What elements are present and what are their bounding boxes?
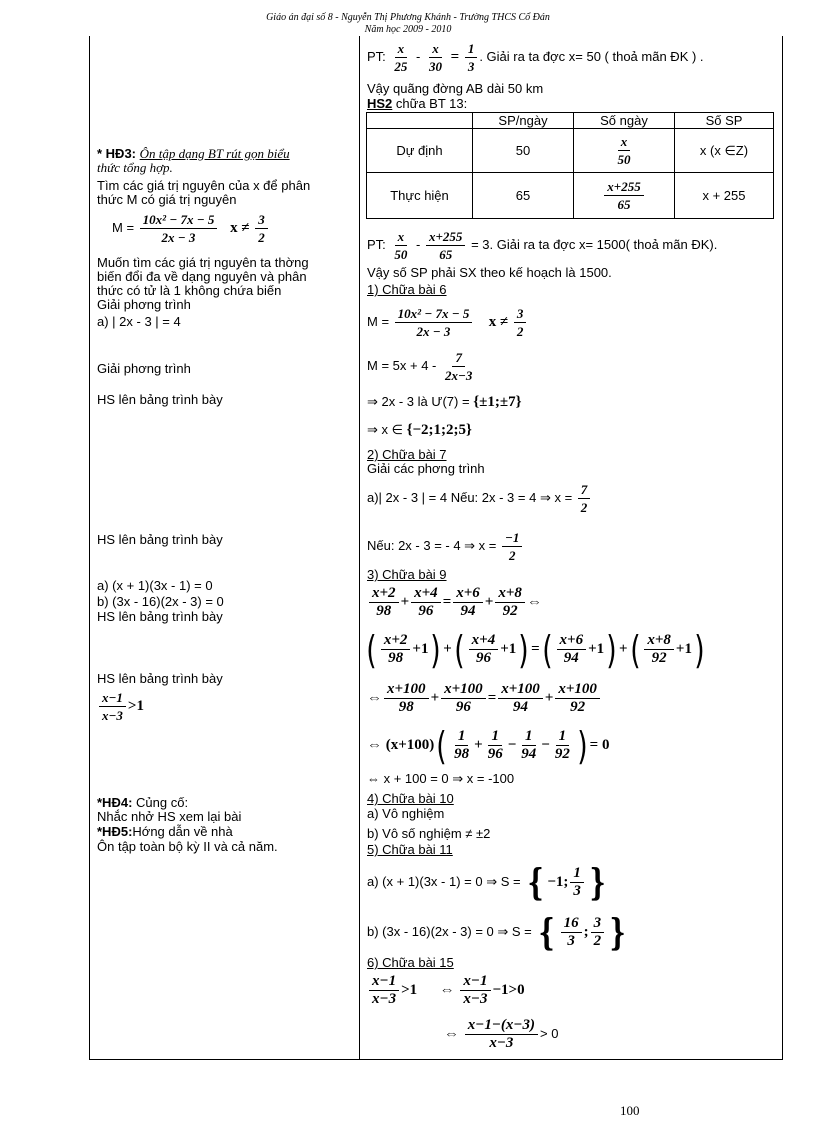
pt2-label: PT: xyxy=(367,237,386,252)
exercise-13-table xyxy=(366,112,774,219)
hs2-rest: chữa BT 13: xyxy=(392,96,468,111)
b6-title: 1) Chữa bài 6 xyxy=(367,282,447,297)
hs2-label: HS2 xyxy=(367,96,393,111)
solve-heading-1: Giải phơng trình xyxy=(97,297,191,312)
b10-b: b) Vô số nghiệm ≠ ±2 xyxy=(367,826,491,841)
b11-b-f1-num: 16 xyxy=(561,915,582,933)
b9-frac-num: 1 xyxy=(522,728,536,746)
b9-frac-num: 1 xyxy=(455,728,469,746)
hs-board-1: HS lên bảng trình bày xyxy=(97,392,223,407)
b9-frac-num: x+8 xyxy=(495,585,525,603)
b9-frac-num: x+2 xyxy=(381,632,411,650)
b6-cond: x ≠ xyxy=(488,314,509,330)
b9-frac-den: 96 xyxy=(487,746,503,763)
pt2-equation xyxy=(367,226,717,264)
m-label: M = xyxy=(112,220,135,235)
b11-a-den: 3 xyxy=(573,883,581,900)
table-cell xyxy=(574,173,675,219)
b9-frac-num: x+4 xyxy=(469,632,499,650)
b6-m2-label: M = 5x + 4 - xyxy=(367,358,437,373)
conclusion-2: Vậy số SP phải SX theo kế hoạch là 1500. xyxy=(367,265,612,280)
column-divider xyxy=(359,36,360,1060)
table-frac-num: x xyxy=(618,133,631,151)
table-row xyxy=(367,129,774,173)
ineq-den: x−3 xyxy=(102,708,123,724)
b7-subtitle: Giải các phơng trình xyxy=(367,461,485,476)
b9-frac-den: 92 xyxy=(570,699,586,716)
b9-l4-pre: ⇔ (x+100) xyxy=(367,737,435,753)
b15-l2-rhs: > 0 xyxy=(540,1026,559,1041)
page-number: 100 xyxy=(620,1103,640,1118)
b11-a: a) (x + 1)(3x - 1) = 0 ⇒ S = { −1; $\frac{1}{3}$ } xyxy=(367,861,606,904)
b9-frac-num: x+100 xyxy=(498,681,543,699)
inequality-left xyxy=(97,688,144,724)
hd3-title: * HĐ3: xyxy=(97,146,137,161)
pt1-f3-den: 3 xyxy=(467,59,475,75)
m-numerator: 10x² − 7x − 5 xyxy=(140,211,218,229)
hs2-heading xyxy=(367,97,467,111)
b7-b-den: 2 xyxy=(508,548,516,564)
b9-frac-den: 94 xyxy=(460,603,476,620)
b11-a-text: a) (x + 1)(3x - 1) = 0 ⇒ S = xyxy=(367,874,521,889)
table-header-cell: SP/ngày xyxy=(473,113,574,129)
equation-a: a) | 2x - 3 | = 4 xyxy=(97,314,181,329)
b6-cond-den: 2 xyxy=(516,324,524,340)
m-cond-den: 2 xyxy=(258,230,265,246)
b9-line-2: ( $\frac{x+2}{98}$ +1) +( $\frac{x+4}{96}$ +1) =( $\frac{x+6}{94}$ +1) +( $\frac{x+8}{92}$ +1) xyxy=(366,627,705,672)
table-cell: 50 xyxy=(473,129,574,173)
b11-b-f1-den: 3 xyxy=(567,933,575,950)
hd5-heading xyxy=(97,825,233,839)
page-header xyxy=(0,12,816,36)
b9-frac-den: 98 xyxy=(398,699,414,716)
hd4-heading xyxy=(97,796,188,810)
pt1-f1-num: x xyxy=(395,40,408,58)
b6-m-rewrite xyxy=(367,348,477,384)
b9-line-1: $\frac{x+2}{98}$ + $\frac{x+4}{96}$ = $\frac{x+6}{94}$ + $\frac{x+8}{92}$ ⇔ xyxy=(367,582,542,622)
b7-b-text: Nếu: 2x - 3 = - 4 ⇒ x = xyxy=(367,538,497,553)
b6-l4-text: ⇒ x ∈ xyxy=(367,422,403,437)
table-cell: 65 xyxy=(473,173,574,219)
b15-l1-den2: x−3 xyxy=(463,991,488,1008)
b6-l4-set: −2;1;2;5 xyxy=(412,422,467,438)
hd5-title: *HĐ5: xyxy=(97,824,133,839)
pt1-minus: - xyxy=(416,49,421,64)
hd5-line: Ôn tập toàn bộ kỳ II và cả năm. xyxy=(97,839,278,854)
table-cell: x (x ∈Z) xyxy=(675,129,774,173)
b11-b: b) (3x - 16)(2x - 3) = 0 ⇒ S = { $\frac{16}{3}$ ; $\frac{3}{2}$ } xyxy=(367,911,626,954)
b11-b-f2-den: 2 xyxy=(593,933,602,950)
pt1-f1-den: 25 xyxy=(394,59,408,75)
b9-frac-num: x+100 xyxy=(384,681,429,699)
equation-b2: b) (3x - 16)(2x - 3) = 0 xyxy=(97,594,224,609)
pt1-rest: . Giải ra ta đợc x= 50 ( thoả mãn ĐK ) . xyxy=(479,49,704,64)
pt1-f3-num: 1 xyxy=(465,40,478,58)
table-cell: Dự định xyxy=(367,129,473,173)
b6-m-label: M = xyxy=(367,314,390,329)
b7-a-den: 2 xyxy=(580,500,588,516)
hd4-desc: Củng cố: xyxy=(136,795,189,810)
table-frac-num: x+255 xyxy=(604,178,643,196)
hd3-desc-2: thức tổng hợp. xyxy=(97,160,173,175)
find-line-2: thức M có giá trị nguyên xyxy=(97,192,237,207)
b6-solutions: ⇒ x ∈ {−2;1;2;5} xyxy=(367,422,472,438)
table-header-row xyxy=(367,113,774,129)
muon-line-1: Muốn tìm các giá trị nguyên ta thờng xyxy=(97,255,309,270)
b9-frac-den: 94 xyxy=(513,699,529,716)
b9-frac-den: 92 xyxy=(554,746,570,763)
b6-den: 2x − 3 xyxy=(416,324,451,340)
find-line-1: Tìm các giá trị nguyên của x để phân xyxy=(97,178,311,193)
pt2-f1-num: x xyxy=(395,228,408,246)
b11-a-set-pre: −1; xyxy=(547,874,569,890)
b15-l1-num: x−1 xyxy=(369,973,399,991)
b6-m-def xyxy=(367,302,528,342)
pt2-minus: - xyxy=(416,237,421,252)
b15-l2-eq: ⇔ xyxy=(444,1026,459,1042)
b7-title: 2) Chữa bài 7 xyxy=(367,447,447,462)
b11-a-num: 1 xyxy=(570,865,584,883)
b9-frac-num: x+100 xyxy=(441,681,486,699)
hd3-heading xyxy=(97,147,290,161)
table-header-cell: Số SP xyxy=(675,113,774,129)
b9-line-4: ⇔ (x+100)( $\frac{1}{98}$ + $\frac{1}{96}$ − $\frac{1}{94}$ − $\frac{1}{92}$ ) = 0 xyxy=(367,723,610,768)
b9-frac-den: 98 xyxy=(388,650,404,667)
hs-board-2: HS lên bảng trình bày xyxy=(97,532,223,547)
b15-l2-num: x−1−(x−3) xyxy=(465,1017,538,1035)
b9-frac-num: 1 xyxy=(556,728,570,746)
b9-frac-num: x+8 xyxy=(644,632,674,650)
b9-frac-num: x+6 xyxy=(557,632,587,650)
b15-line-1 xyxy=(367,970,525,1010)
table-frac-den: 50 xyxy=(617,152,631,167)
header-line-1: Giáo án đại số 8 - Nguyễn Thị Phương Khánh - Trường THCS Cổ Đán xyxy=(266,12,550,23)
b10-a: a) Vô nghiệm xyxy=(367,806,445,821)
hd4-title: *HĐ4: xyxy=(97,795,133,810)
b9-l4-post: = 0 xyxy=(589,737,610,753)
pt1-equation xyxy=(367,38,704,76)
b9-title: 3) Chữa bài 9 xyxy=(367,567,447,582)
b6-m2-num: 7 xyxy=(452,349,465,367)
b15-l1-num2: x−1 xyxy=(460,973,490,991)
pt1-label: PT: xyxy=(367,49,386,64)
table-row xyxy=(367,173,774,219)
muon-line-2: biến đổi đa về dạng nguyên và phân xyxy=(97,269,307,284)
b15-line-2 xyxy=(444,1014,558,1054)
m-denominator: 2x − 3 xyxy=(161,230,196,246)
hs-board-4: HS lên bảng trình bày xyxy=(97,671,223,686)
b7-b-num: −1 xyxy=(502,529,522,547)
hd4-line: Nhắc nhở HS xem lại bài xyxy=(97,809,242,824)
b10-title: 4) Chữa bài 10 xyxy=(367,791,454,806)
m-definition xyxy=(112,210,270,246)
b9-frac-num: x+2 xyxy=(369,585,399,603)
ineq-num: x−1 xyxy=(99,689,126,707)
b6-divisors: ⇒ 2x - 3 là Ư(7) = {±1;±7} xyxy=(367,394,522,410)
equation-a2: a) (x + 1)(3x - 1) = 0 xyxy=(97,578,213,593)
hs-board-3: HS lên bảng trình bày xyxy=(97,609,223,624)
table-header-cell: Số ngày xyxy=(574,113,675,129)
conclusion-1: Vậy quãng đờng AB dài 50 km xyxy=(367,81,544,96)
pt2-f1-den: 50 xyxy=(394,247,408,263)
b15-l1-eq: ⇔ xyxy=(439,982,455,998)
b6-l3-text: ⇒ 2x - 3 là Ư(7) = xyxy=(367,394,470,409)
b6-cond-num: 3 xyxy=(514,305,527,323)
pt1-f2-den: 30 xyxy=(429,59,443,75)
b9-frac-den: 92 xyxy=(651,650,667,667)
b9-frac-den: 96 xyxy=(418,603,434,620)
pt2-rest: = 3. Giải ra ta đợc x= 1500( thoả mãn ĐK). xyxy=(471,237,718,252)
b9-frac-den: 98 xyxy=(454,746,470,763)
pt1-f2-num: x xyxy=(429,40,442,58)
b7-case-b xyxy=(367,526,524,566)
b9-frac-num: x+100 xyxy=(555,681,600,699)
table-cell: Thực hiện xyxy=(367,173,473,219)
b9-frac-den: 92 xyxy=(502,603,518,620)
solve-heading-2: Giải phơng trình xyxy=(97,361,191,376)
m-condition: x ≠ xyxy=(230,220,250,236)
b15-l1-den: x−3 xyxy=(372,991,397,1008)
b7-a-text: a)| 2x - 3 | = 4 Nếu: 2x - 3 = 4 ⇒ x = xyxy=(367,490,573,505)
b9-line-5: ⇔ x + 100 = 0 ⇒ x = -100 xyxy=(367,771,515,786)
b6-m2-den: 2x−3 xyxy=(445,368,473,384)
b15-l1-rhs2: −1>0 xyxy=(492,982,525,998)
hd5-desc: Hớng dẫn về nhà xyxy=(132,824,233,839)
b9-frac-num: 1 xyxy=(488,728,502,746)
b15-title: 6) Chữa bài 15 xyxy=(367,955,454,970)
b15-l2-den: x−3 xyxy=(489,1035,514,1052)
hd3-desc-1: Ôn tập dạng BT rút gọn biểu xyxy=(139,146,290,161)
header-line-2: Năm học 2009 - 2010 xyxy=(364,24,452,35)
table-header-cell xyxy=(367,113,473,129)
b11-b-text: b) (3x - 16)(2x - 3) = 0 ⇒ S = xyxy=(367,924,532,939)
b9-frac-den: 94 xyxy=(521,746,537,763)
b11-title: 5) Chữa bài 11 xyxy=(367,842,453,857)
b9-frac-num: x+4 xyxy=(411,585,441,603)
pt1-eq: = xyxy=(450,49,460,65)
b9-line-3: ⇔ $\frac{x+100}{98}$ + $\frac{x+100}{96}$ = $\frac{x+100}{94}$ + $\frac{x+100}{92}$ xyxy=(367,678,602,718)
muon-line-3: thức có tử là 1 không chứa biến xyxy=(97,283,282,298)
b6-num: 10x² − 7x − 5 xyxy=(395,305,473,323)
b9-frac-den: 98 xyxy=(376,603,392,620)
b9-frac-den: 96 xyxy=(475,650,491,667)
pt2-f2-num: x+255 xyxy=(426,228,465,246)
table-cell xyxy=(574,129,675,173)
table-cell: x + 255 xyxy=(675,173,774,219)
table-frac-den: 65 xyxy=(617,197,631,212)
m-cond-num: 3 xyxy=(255,211,268,229)
b11-b-f2-num: 3 xyxy=(591,915,605,933)
b9-frac-num: x+6 xyxy=(453,585,483,603)
b6-l3-set: ±1;±7 xyxy=(479,394,516,410)
pt2-f2-den: 65 xyxy=(439,247,453,263)
b9-frac-den: 94 xyxy=(563,650,579,667)
ineq-rhs: >1 xyxy=(127,698,144,714)
b7-a-num: 7 xyxy=(578,481,591,499)
b7-case-a xyxy=(367,478,592,518)
b9-frac-den: 96 xyxy=(455,699,471,716)
b15-l1-rhs: >1 xyxy=(401,982,418,998)
